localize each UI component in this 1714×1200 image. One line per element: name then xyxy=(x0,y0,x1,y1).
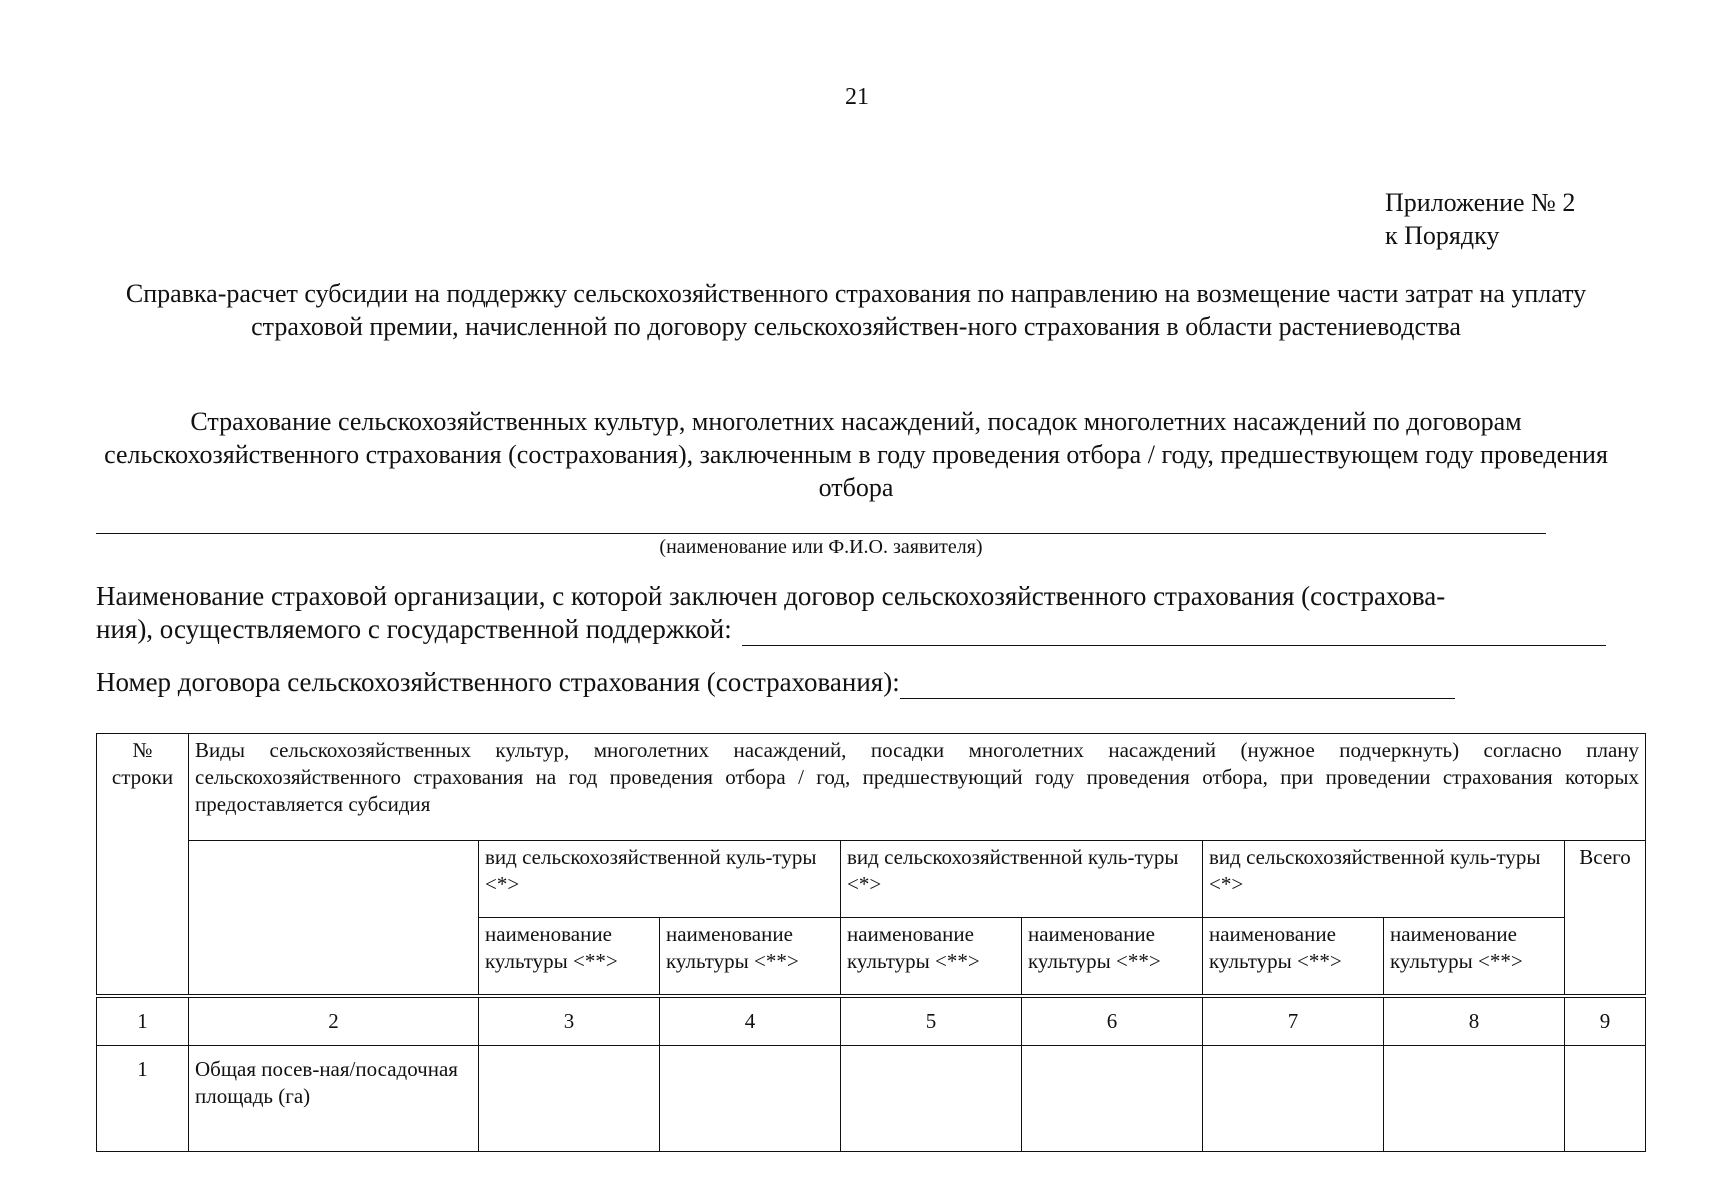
row-label: Общая посев-ная/посадочная площадь (га) xyxy=(189,1046,479,1152)
column-number: 1 xyxy=(97,996,189,1046)
crop-name-header: наименование культуры <**> xyxy=(1384,918,1565,996)
document-subtitle: Страхование сельскохозяйственных культур, многолетних насаждений, посадок многолетних насаждений по договорам сельскохозяйственного страхования (сострахования), заключенным в году проведения отбора / году, предшествующем году проведения отбора xyxy=(104,407,1608,502)
column-number: 6 xyxy=(1022,996,1203,1046)
applicant-caption: (наименование или Ф.И.О. заявителя) xyxy=(659,536,983,558)
empty-header-cell xyxy=(189,841,479,996)
crop-type-header-2: вид сельскохозяйственной куль-туры <*> xyxy=(841,841,1203,918)
contract-number-field[interactable] xyxy=(900,672,1455,699)
page-number: 21 xyxy=(845,84,869,110)
insurer-label-line2: ния), осуществляемого с государственной поддержкой: xyxy=(96,614,732,644)
table-row xyxy=(97,1046,1646,1152)
crop-types-header: Виды сельскохозяйственных культур, многолетних насаждений, посадки многолетних насаждений (нужное подчеркнуть) согласно плану сельскохозяйственного страхования на год проведения отбора / год, предшествующий году проведения отбора, при проведении страхования которых предоставляется субсидия xyxy=(189,734,1646,841)
data-cell[interactable] xyxy=(479,1046,660,1152)
data-cell[interactable] xyxy=(1565,1046,1646,1152)
insurer-name-field[interactable] xyxy=(742,619,1606,646)
column-number: 9 xyxy=(1565,996,1646,1046)
subsidy-table xyxy=(96,733,1646,1152)
column-number: 8 xyxy=(1384,996,1565,1046)
column-number: 3 xyxy=(479,996,660,1046)
column-number: 5 xyxy=(841,996,1022,1046)
insurer-label-line1: Наименование страховой организации, с которой заключен договор сельскохозяйственного страхования (сострахова- xyxy=(96,581,1446,611)
insurer-section xyxy=(96,580,1606,646)
appendix-order: к Порядку xyxy=(1385,221,1500,250)
row-number-header: № строки xyxy=(97,734,189,996)
crop-name-header: наименование культуры <**> xyxy=(1203,918,1384,996)
crop-name-header: наименование культуры <**> xyxy=(660,918,841,996)
crop-name-header: наименование культуры <**> xyxy=(1022,918,1203,996)
data-cell[interactable] xyxy=(1203,1046,1384,1152)
crop-type-header-1: вид сельскохозяйственной куль-туры <*> xyxy=(479,841,841,918)
data-cell[interactable] xyxy=(1022,1046,1203,1152)
applicant-name-field[interactable] xyxy=(96,533,1546,534)
column-number: 7 xyxy=(1203,996,1384,1046)
contract-number-label: Номер договора сельскохозяйственного страхования (сострахования): xyxy=(96,667,900,697)
crop-name-header: наименование культуры <**> xyxy=(479,918,660,996)
crop-type-header-3: вид сельскохозяйственной куль-туры <*> xyxy=(1203,841,1565,918)
data-cell[interactable] xyxy=(660,1046,841,1152)
appendix-number: Приложение № 2 xyxy=(1385,188,1576,217)
document-title: Справка-расчет субсидии на поддержку сельскохозяйственного страхования по направлению на возмещение части затрат на уплату страховой премии, начисленной по договору сельскохозяйствен-ного страхования в области растениеводства xyxy=(125,279,1587,341)
row-number: 1 xyxy=(97,1046,189,1152)
total-header: Всего xyxy=(1565,841,1646,996)
column-number: 4 xyxy=(660,996,841,1046)
crop-name-header: наименование культуры <**> xyxy=(841,918,1022,996)
contract-section xyxy=(96,666,1516,699)
data-cell[interactable] xyxy=(1384,1046,1565,1152)
column-number: 2 xyxy=(189,996,479,1046)
data-cell[interactable] xyxy=(841,1046,1022,1152)
appendix-reference xyxy=(1385,186,1575,252)
